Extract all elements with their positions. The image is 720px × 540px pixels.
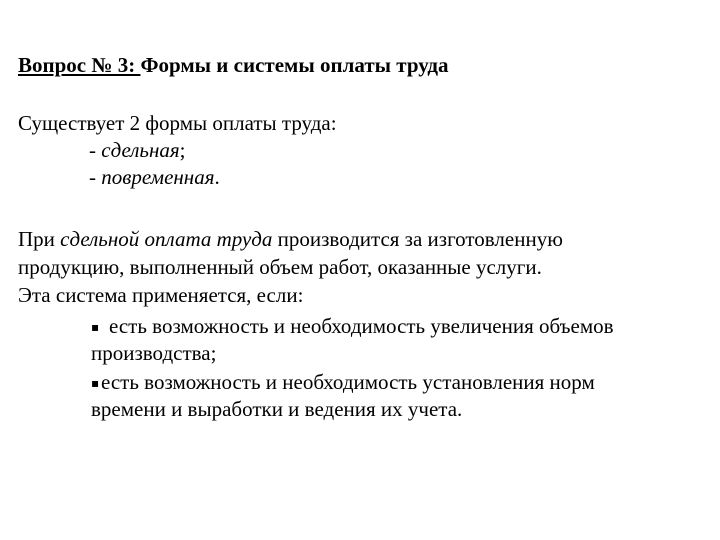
form-end: ; [179, 138, 186, 162]
paragraph-line-2 [18, 254, 542, 280]
form-name: сдельная [101, 138, 180, 162]
paragraph-rest: производится за изготовленную [272, 227, 563, 251]
bullet-item-2-line-2 [91, 396, 462, 422]
bullet-text-cont: производства; [91, 341, 217, 365]
paragraph-line-3-text: Эта система применяется, если: [18, 283, 304, 307]
bullet-item-1-line-2 [91, 340, 216, 366]
bullet-square-icon: ▪ [91, 320, 100, 334]
paragraph-start: При [18, 227, 61, 251]
form-dash: - [89, 165, 102, 189]
bullet-item-1-line-1 [91, 313, 614, 340]
form-item-piecework [89, 137, 186, 163]
intro-line [18, 110, 337, 136]
form-name: повременная [101, 165, 215, 189]
form-item-time [89, 164, 220, 190]
bullet-square-icon: ▪ [91, 376, 100, 390]
bullet-text: есть возможность и необходимость увеличения объемов [109, 314, 614, 338]
bullet-item-2-line-1 [91, 369, 595, 396]
form-dash: - [89, 138, 102, 162]
bullet-text-cont: времени и выработки и ведения их учета. [91, 397, 463, 421]
paragraph-line-3 [18, 282, 303, 308]
paragraph-line-2-text: продукцию, выполненный объем работ, оказанные услуги. [18, 255, 542, 279]
intro-text: Существует 2 формы оплаты труда: [18, 111, 337, 135]
heading-prefix: Вопрос № 3: [18, 53, 141, 77]
bullet-text: есть возможность и необходимость установления норм [101, 370, 595, 394]
paragraph-term: сдельной оплата труда [60, 227, 273, 251]
paragraph-line-1 [18, 226, 563, 252]
heading-title: Формы и системы оплаты труда [140, 53, 449, 77]
form-end: . [214, 165, 220, 189]
slide-heading [18, 52, 449, 78]
